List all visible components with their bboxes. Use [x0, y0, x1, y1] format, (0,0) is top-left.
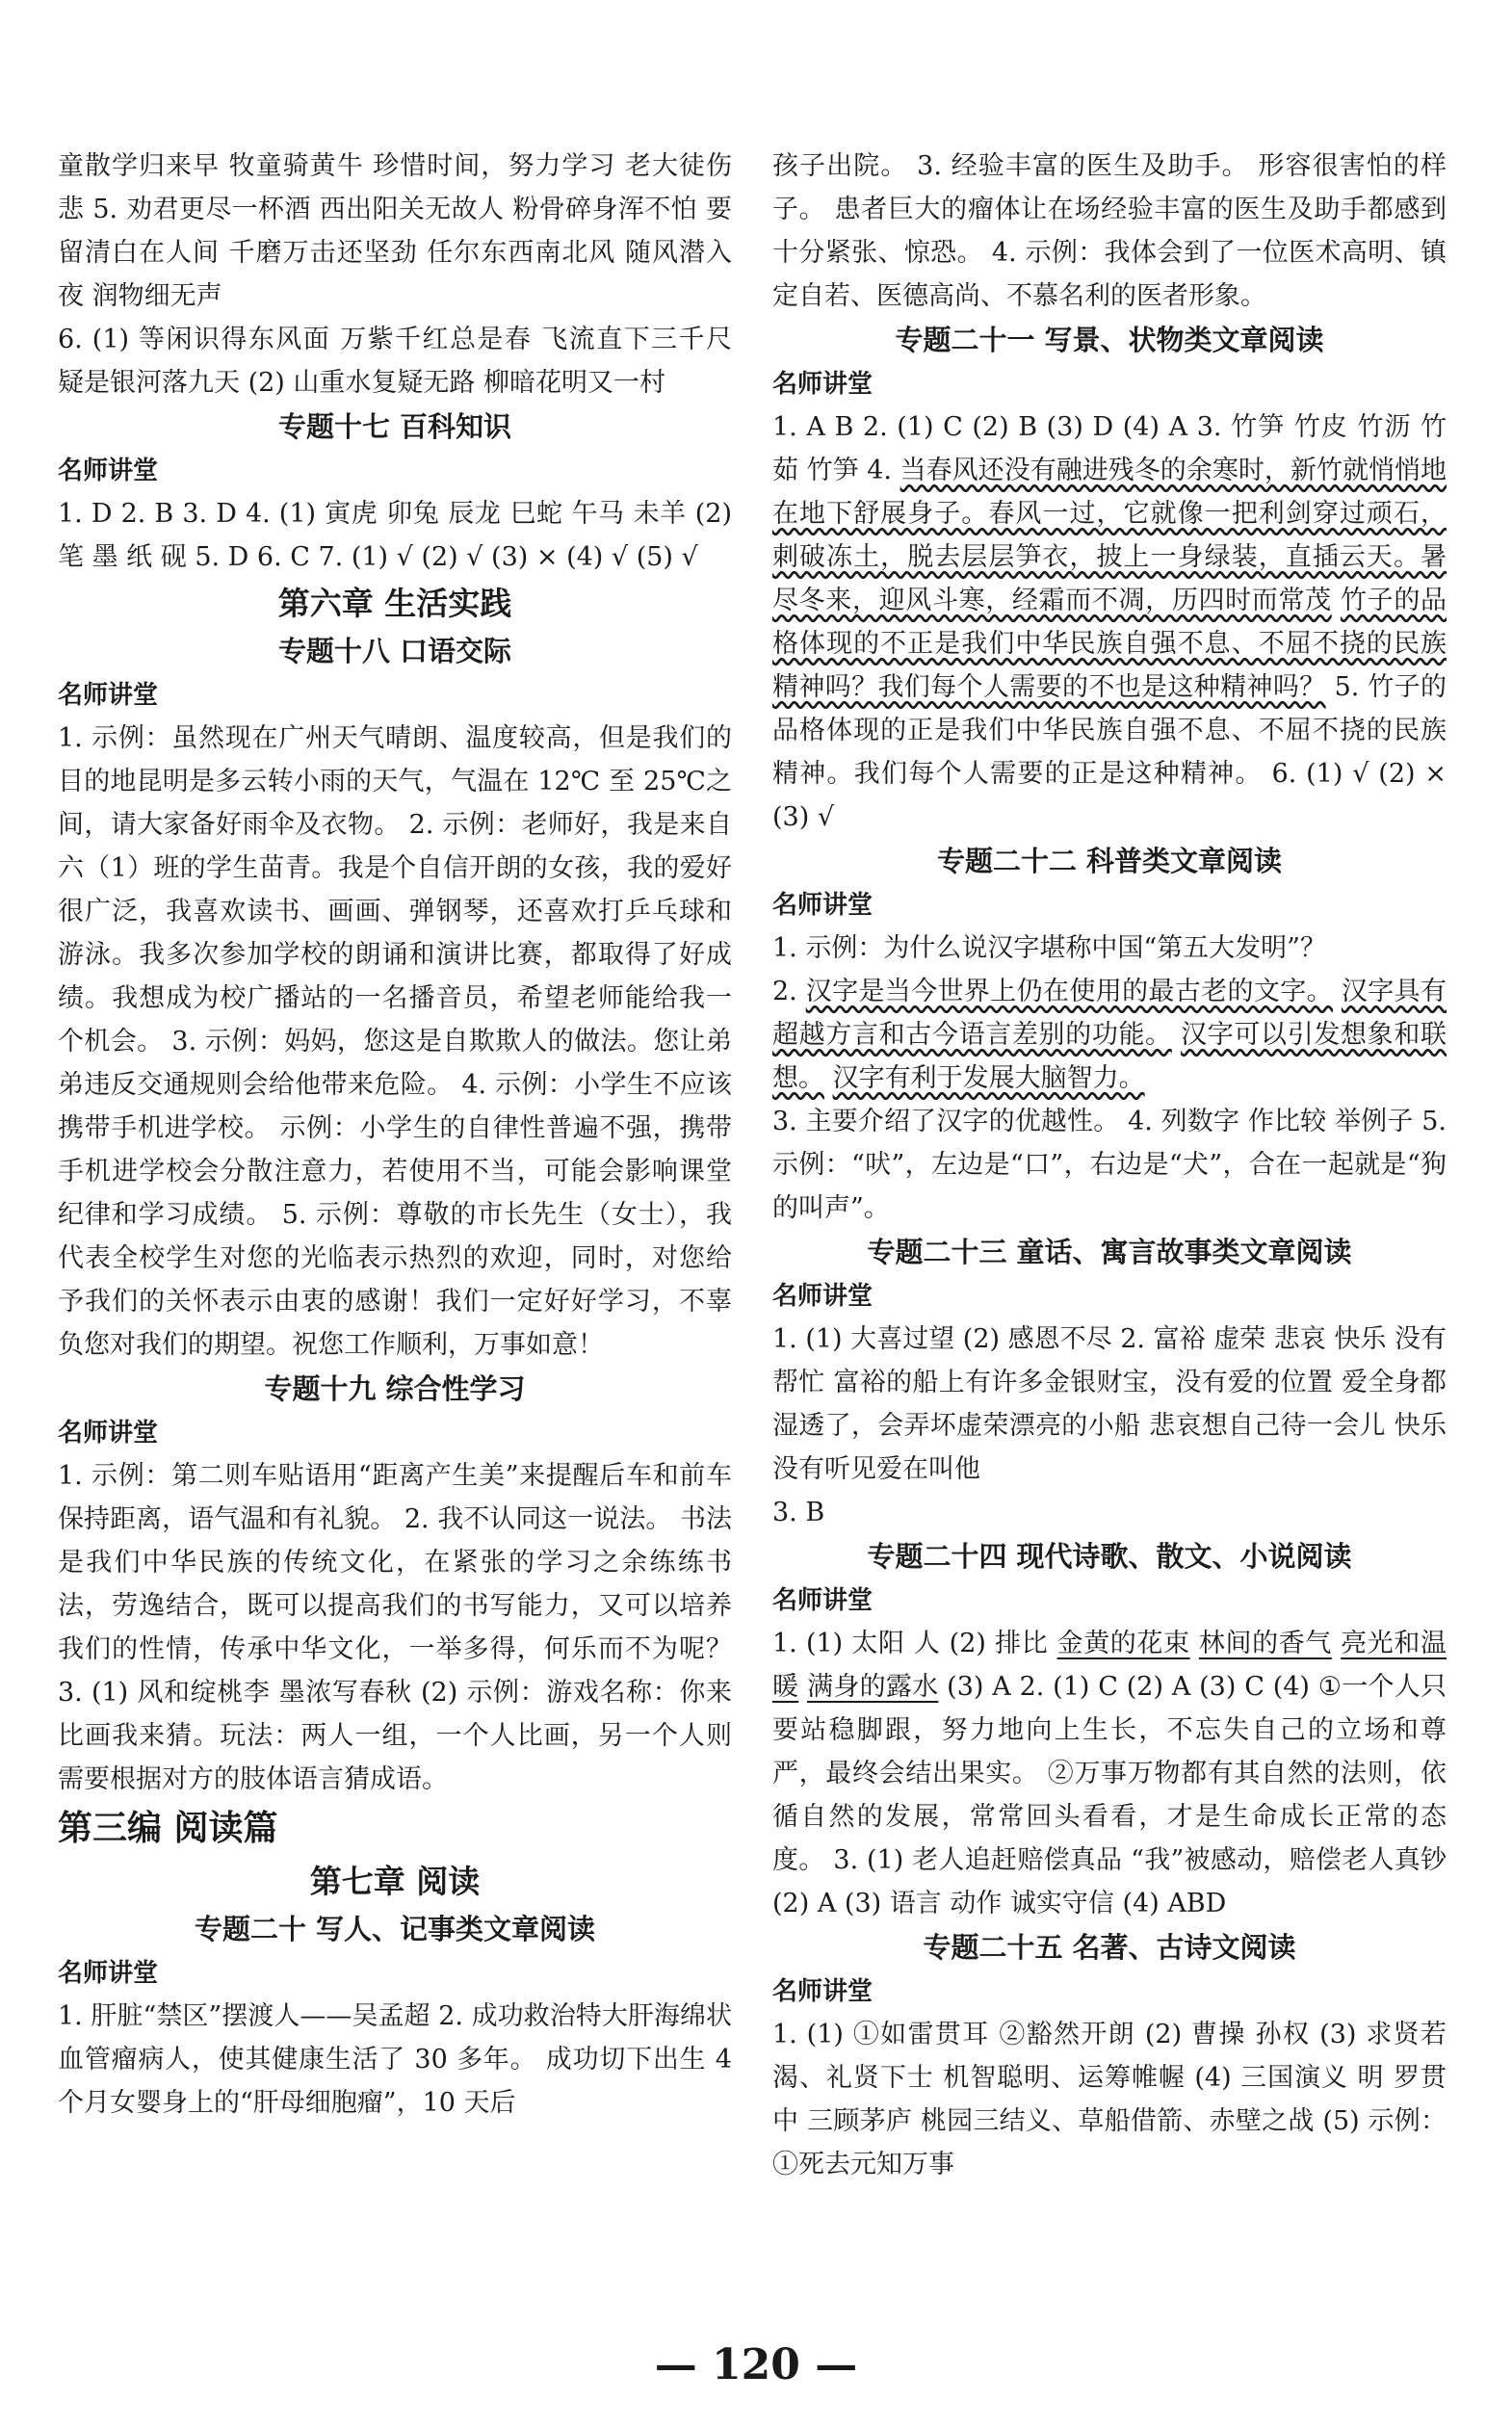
answer-paragraph: 3. 主要介绍了汉字的优越性。 4. 列数字 作比较 举例子 5. 示例：“吠”，左边是“口”，右边是“犬”，合在一起就是“狗的叫声”。 [772, 1107, 1447, 1223]
section-label: 名师讲堂 [772, 891, 873, 920]
chapter-heading-7: 第七章 阅读 [309, 1863, 481, 1900]
answer-text: 2. [772, 977, 806, 1006]
answer-text: 5. 竹子的品格体现的正是我们中华民族自强不息、不屈不挠的民族精神。我们每个人需要的正是这种精神。 6. (1) √ (2) × (3) √ [772, 672, 1447, 832]
section-label: 名师讲堂 [772, 1586, 873, 1615]
answer-paragraph: 1. 肝脏“禁区”摆渡人——吴孟超 2. 成功救治特大肝海绵状血管瘤病人，使其健康生活了 30 多年。 成功切下出生 4 个月女婴身上的“肝母细胞瘤”，10 天后 [58, 2001, 732, 2118]
section-label: 名师讲堂 [58, 457, 159, 485]
answer-text: 1. (1) 太阳 人 (2) 排比 [772, 1629, 1057, 1658]
underlined-answer: 亮光和温暖 [772, 1629, 1447, 1702]
answer-text: (3) A 2. (1) C (2) A (3) C (4) ①一个人只要站稳脚跟，努力地向上生长，不忘失自己的立场和尊严，最终会结出果实。 ②万事万物都有其自然的法则，依循自然的发展，常常回头看看，才是生命成长正常的态度。 3. (1) 老人追赶赔偿真品 “我”被感动，赔偿老人真钞 (2) A (3) 语言 动作 诚实守信 (4) ABD [772, 1672, 1447, 1918]
page-number: — 120 — [654, 2340, 858, 2389]
section-label: 名师讲堂 [58, 681, 159, 710]
topic-heading-22: 专题二十二 科普类文章阅读 [936, 845, 1283, 877]
topic-heading-25: 专题二十五 名著、古诗文阅读 [923, 1931, 1296, 1964]
wavy-underlined-answer: 当春风还没有融进残冬的余寒时，新竹就悄悄地在地下舒展身子。春风一过，它就像一把利剑穿过顽石，刺破冻土，脱去层层笋衣，披上一身绿装，直插云天。暑尽冬来，迎风斗寒，经霜而不凋，历四时而常茂 [772, 456, 1447, 615]
wavy-underlined-answer: 竹子的品格体现的不正是我们中华民族自强不息、不屈不挠的民族精神吗？我们每个人需要的不也是这种精神吗？ [772, 586, 1447, 702]
answer-paragraph: 3. B [772, 1498, 825, 1527]
section-label: 名师讲堂 [58, 1419, 159, 1448]
wavy-underlined-answer: 汉字可以引发想象和联想。 [772, 1020, 1447, 1093]
underlined-answer: 金黄的花束 [1056, 1629, 1190, 1658]
topic-heading-18: 专题十八 口语交际 [277, 635, 512, 667]
wavy-underlined-answer: 汉字有利于发展大脑智力。 [832, 1063, 1145, 1093]
chapter-heading-6: 第六章 生活实践 [277, 585, 512, 622]
answer-paragraph: 1. 示例：第二则车贴语用“距离产生美”来提醒后车和前车保持距离，语气温和有礼貌。 2. 我不认同这一说法。 书法是我们中华民族的传统文化，在紧张的学习之余练练书法，劳逸结合，既可以提高我们的书写能力，又可以培养我们的性情，传承中华文化，一举多得，何乐而不为呢？ 3. (1) 风和绽桃李 墨浓写春秋 (2) 示例：游戏名称：你来比画我来猜。玩法：两人一组，一个人比画，另一个人则需要根据对方的肢体语言猜成语。 [58, 1461, 732, 1794]
topic-heading-21: 专题二十一 写景、状物类文章阅读 [895, 324, 1324, 356]
answer-text [1332, 586, 1341, 615]
topic-heading-23: 专题二十三 童话、寓言故事类文章阅读 [867, 1236, 1352, 1268]
wavy-underlined-answer: 汉字是当今世界上仍在使用的最古老的文字。 [805, 977, 1333, 1006]
answer-paragraph: 1. (1) ①如雷贯耳 ②豁然开朗 (2) 曹操 孙权 (3) 求贤若渴、礼贤下士 机智聪明、运筹帷幄 (4) 三国演义 明 罗贯中 三顾茅庐 桃园三结义、草船借箭、赤壁之战 (5) 示例：①死去元知万事 [772, 2020, 1447, 2179]
answer-paragraph: 1. 示例：虽然现在广州天气晴朗、温度较高，但是我们的目的地昆明是多云转小雨的天气，气温在 12℃ 至 25℃之间，请大家备好雨伞及衣物。 2. 示例：老师好，我是来自六（1）班的学生苗青。我是个自信开朗的女孩，我的爱好很广泛，我喜欢读书、画画、弹钢琴，还喜欢打乒乓球和游泳。我多次参加学校的朗诵和演讲比赛，都取得了好成绩。我想成为校广播站的一名播音员，希望老师能给我一个机会。 3. 示例：妈妈，您这是自欺欺人的做法。您让弟弟违反交通规则会给他带来危险。 4. 示例：小学生不应该携带手机进学校。 示例：小学生的自律性普遍不强，携带手机进学校会分散注意力，若使用不当，可能会影响课堂纪律和学习成绩。 5. 示例：尊敬的市长先生（女士），我代表全校学生对您的光临表示热烈的欢迎，同时，对您给予我们的关怀表示由衷的感谢！我们一定好好学习，不辜负您对我们的期望。祝您工作顺利，万事如意！ [58, 723, 732, 1360]
answer-paragraph [772, 405, 1447, 839]
answer-text: 1. A B 2. (1) C (2) B (3) D (4) A 3. 竹笋 竹皮 竹沥 竹茹 竹笋 4. [772, 412, 1447, 485]
answer-paragraph: 1. (1) 大喜过望 (2) 感恩不尽 2. 富裕 虚荣 悲哀 快乐 没有帮忙 富裕的船上有许多金银财宝，没有爱的位置 爱全身都湿透了，会弄坏虚荣漂亮的小船 悲哀想自己待一会儿 快乐没有听见爱在叫他 [772, 1324, 1447, 1484]
topic-heading-19: 专题十九 综合性学习 [264, 1372, 526, 1405]
answer-paragraph [772, 1622, 1447, 1925]
answer-paragraph: 1. 示例：为什么说汉字堪称中国“第五大发明”？ [772, 933, 1326, 963]
topic-heading-17: 专题十七 百科知识 [277, 410, 512, 443]
answer-paragraph: 童散学归来早 牧童骑黄牛 珍惜时间，努力学习 老大徒伤悲 5. 劝君更尽一杯酒 西出阳关无故人 粉骨碎身浑不怕 要留清白在人间 千磨万击还坚劲 任尔东西南北风 随风潜入夜 润物细无声 [58, 151, 732, 311]
section-label: 名师讲堂 [772, 1282, 873, 1311]
topic-heading-24: 专题二十四 现代诗歌、散文、小说阅读 [867, 1540, 1352, 1573]
section-label: 名师讲堂 [772, 370, 873, 399]
answer-paragraph: 孩子出院。 3. 经验丰富的医生及助手。 形容很害怕的样子。 患者巨大的瘤体让在场经验丰富的医生及助手都感到十分紧张、惊恐。 4. 示例：我体会到了一位医术高明、镇定自若、医德高尚、不慕名利的医者形象。 [772, 151, 1447, 311]
section-label: 名师讲堂 [58, 1959, 159, 1988]
section-label: 名师讲堂 [772, 1977, 873, 2006]
topic-heading-20: 专题二十 写人、记事类文章阅读 [194, 1913, 596, 1945]
answer-paragraph: 1. D 2. B 3. D 4. (1) 寅虎 卯兔 辰龙 巳蛇 午马 未羊 (2) 笔 墨 纸 砚 5. D 6. C 7. (1) √ (2) √ (3) × (4) √ (5) √ [58, 499, 732, 572]
answer-paragraph [772, 970, 1447, 1100]
underlined-answer: 林间的香气 [1198, 1629, 1332, 1658]
right-column [772, 144, 1447, 2186]
wavy-underlined-answer: 汉字具有超越方言和古今语言差别的功能。 [772, 977, 1447, 1050]
left-column [58, 144, 732, 2125]
answer-paragraph: 6. (1) 等闲识得东风面 万紫千红总是春 飞流直下三千尺 疑是银河落九天 (2) 山重水复疑无路 柳暗花明又一村 [58, 325, 732, 398]
underlined-answer: 满身的露水 [807, 1672, 939, 1702]
part-heading-3: 第三编 阅读篇 [58, 1809, 278, 1848]
